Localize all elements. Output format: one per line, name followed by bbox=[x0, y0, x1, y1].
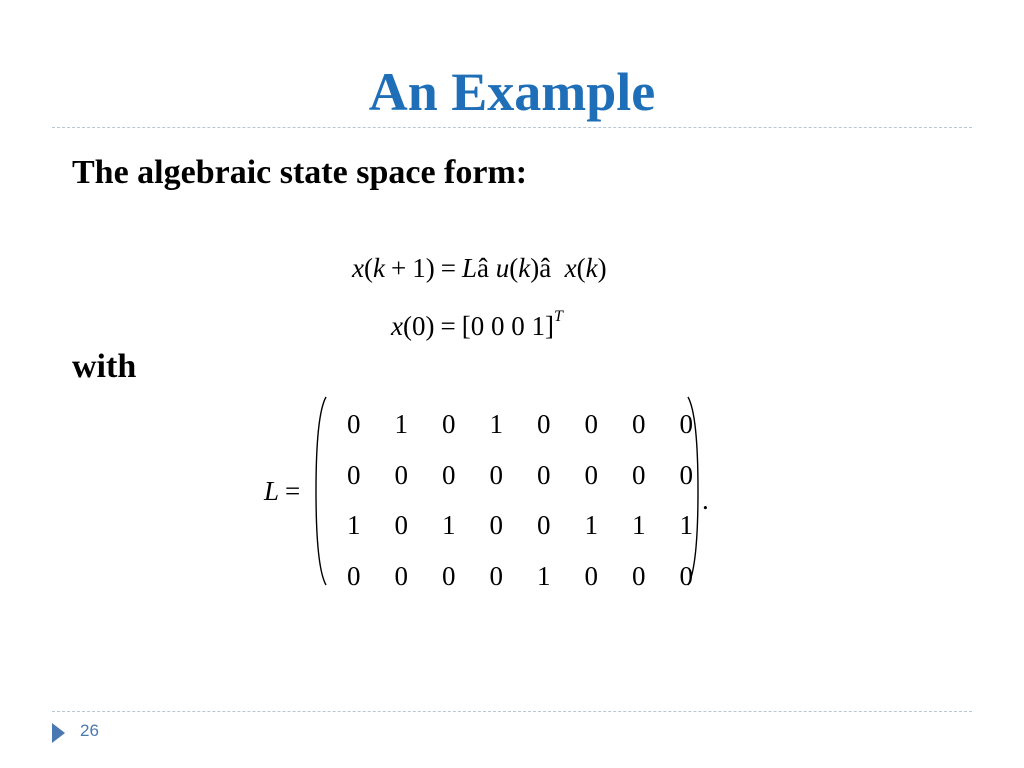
triangle-arrow-icon bbox=[52, 723, 65, 743]
matrix-cell: 0 bbox=[347, 560, 361, 591]
matrix-cell: 0 bbox=[394, 510, 408, 541]
matrix-L bbox=[314, 395, 700, 591]
matrix-cell: 0 bbox=[347, 409, 361, 440]
matrix-label bbox=[264, 475, 300, 507]
eq1-paren-close-2: ) bbox=[530, 253, 540, 283]
matrix-entries bbox=[330, 399, 693, 601]
matrix-cell: 0 bbox=[632, 459, 646, 490]
matrix-cell: 1 bbox=[632, 510, 646, 541]
matrix-equals: = bbox=[285, 476, 301, 506]
matrix-cell: 0 bbox=[442, 409, 456, 440]
eq1-paren-open: ( bbox=[363, 253, 373, 283]
page-number: 26 bbox=[80, 721, 99, 740]
with-heading: with bbox=[72, 348, 137, 385]
eq2-x: x bbox=[391, 311, 403, 341]
slide-title: An Example bbox=[368, 62, 656, 122]
title-divider bbox=[52, 127, 972, 128]
eq1-paren-close-3: ) bbox=[597, 253, 607, 283]
eq1-x: x bbox=[352, 253, 364, 283]
eq1-k3: k bbox=[585, 253, 598, 283]
eq2-transpose: T bbox=[553, 308, 563, 325]
matrix-cell: 0 bbox=[679, 409, 693, 440]
matrix-cell: 1 bbox=[584, 510, 598, 541]
matrix-cell: 0 bbox=[679, 459, 693, 490]
eq1-one: 1) bbox=[412, 253, 435, 283]
matrix-cell: 0 bbox=[584, 560, 598, 591]
matrix-cell: 1 bbox=[347, 510, 361, 541]
matrix-cell: 0 bbox=[347, 459, 361, 490]
matrix-cell: 0 bbox=[442, 560, 456, 591]
eq1-product-symbol-1: â bbox=[476, 253, 489, 283]
matrix-cell: 0 bbox=[489, 459, 503, 490]
eq1-u: u bbox=[495, 253, 510, 283]
eq1-equals: = bbox=[440, 253, 456, 283]
right-parenthesis bbox=[686, 395, 700, 587]
eq1-paren-open-3: ( bbox=[576, 253, 586, 283]
matrix-name: L bbox=[264, 476, 280, 506]
matrix-cell: 0 bbox=[537, 409, 551, 440]
eq2-arg: (0) bbox=[402, 311, 435, 341]
eq2-vector: [0 0 0 1] bbox=[461, 311, 554, 341]
eq1-paren-open-2: ( bbox=[509, 253, 519, 283]
eq1-x2: x bbox=[564, 253, 577, 283]
matrix-cell: 0 bbox=[394, 459, 408, 490]
matrix-cell: 0 bbox=[584, 459, 598, 490]
matrix-cell: 0 bbox=[632, 560, 646, 591]
eq1-plus: + bbox=[390, 253, 407, 283]
matrix-cell: 0 bbox=[489, 560, 503, 591]
matrix-cell: 0 bbox=[679, 560, 693, 591]
eq1-product-symbol-2: â bbox=[539, 253, 552, 283]
initial-condition-equation bbox=[391, 305, 563, 342]
matrix-cell: 0 bbox=[537, 510, 551, 541]
state-space-heading: The algebraic state space form: bbox=[72, 154, 528, 191]
matrix-period: . bbox=[702, 485, 709, 515]
matrix-cell: 1 bbox=[537, 560, 551, 591]
matrix-cell: 1 bbox=[489, 409, 503, 440]
matrix-cell: 0 bbox=[489, 510, 503, 541]
footer-divider bbox=[52, 711, 972, 712]
matrix-cell: 0 bbox=[537, 459, 551, 490]
eq1-k2: k bbox=[518, 253, 531, 283]
matrix-cell: 0 bbox=[584, 409, 598, 440]
left-parenthesis bbox=[314, 395, 328, 587]
matrix-cell: 1 bbox=[442, 510, 456, 541]
matrix-cell: 0 bbox=[442, 459, 456, 490]
eq1-L: L bbox=[461, 253, 477, 283]
eq2-equals: = bbox=[440, 311, 456, 341]
state-equation bbox=[352, 252, 607, 284]
matrix-cell: 0 bbox=[632, 409, 646, 440]
eq1-k: k bbox=[372, 253, 385, 283]
matrix-cell: 1 bbox=[679, 510, 693, 541]
matrix-cell: 0 bbox=[394, 560, 408, 591]
matrix-cell: 1 bbox=[394, 409, 408, 440]
